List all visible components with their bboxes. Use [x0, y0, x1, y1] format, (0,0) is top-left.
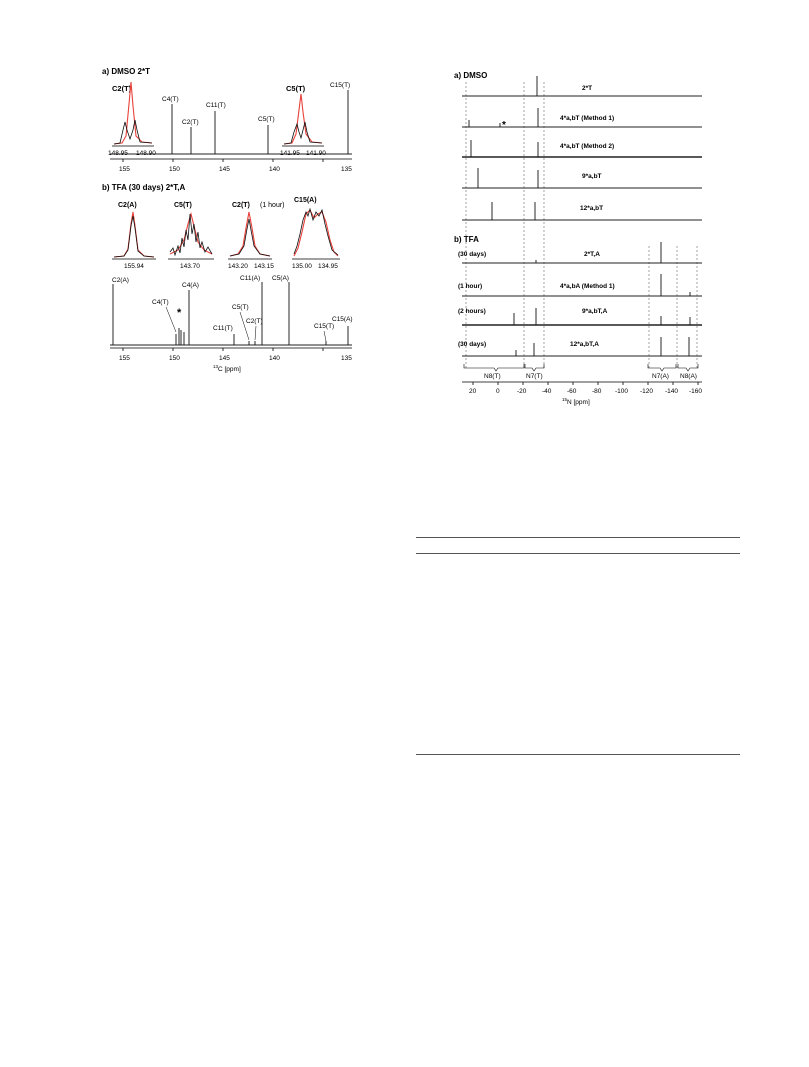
- inset-c5t-b-label: C5(T): [174, 202, 192, 209]
- peak-label-c4t: C4(T): [162, 96, 179, 103]
- peak-label-c15t: C15(T): [330, 82, 351, 89]
- trace-label-9abta: 9*a,bT,A: [582, 308, 608, 315]
- n15-tick-m140: -140: [665, 388, 679, 395]
- n15-tick-m120: -120: [640, 388, 654, 395]
- n15-spectra-figure: [452, 68, 714, 420]
- bracket-n7t: [525, 364, 544, 371]
- star-marker: *: [177, 307, 182, 319]
- tfa-panel-title: b) TFA: [454, 235, 479, 244]
- bracket-n8t: [464, 364, 524, 371]
- inset-c2t-b-black-trace: [230, 219, 270, 256]
- inset-c5t-tick-2: 141.90: [306, 150, 326, 157]
- trace-time-9abta: (2 hours): [458, 308, 486, 315]
- panel-b-tick-155: 155: [119, 355, 130, 362]
- trace-label-12abta: 12*a,bT,A: [570, 341, 599, 348]
- peak-label-c11a: C11(A): [240, 275, 261, 282]
- trace-label-12abt: 12*a,bT: [580, 205, 604, 212]
- table-top-rule: [416, 537, 740, 538]
- bracket-label-n8a: N8(A): [680, 373, 697, 380]
- n15-tick-m20: -20: [517, 388, 527, 395]
- inset-c2t-b-tick-1: 143.20: [228, 263, 248, 270]
- bracket-label-n8t: N8(T): [484, 373, 501, 380]
- inset-c2t-tick-2: 148.90: [136, 150, 156, 157]
- inset-c15a-tick-1: 135.00: [292, 263, 312, 270]
- inset-c5t-b-tick: 143.70: [180, 263, 200, 270]
- trace-time-2ta: (30 days): [458, 251, 487, 258]
- peak-label-c4a: C4(A): [182, 282, 199, 289]
- panel-b-tick-150: 150: [169, 355, 180, 362]
- bracket-n8a: [678, 364, 698, 371]
- peak-label-c5t: C5(T): [258, 116, 275, 123]
- inset-c2a-tick: 155.94: [124, 263, 144, 270]
- n15-tick-m100: -100: [615, 388, 629, 395]
- dmso-panel-title: a) DMSO: [454, 71, 488, 80]
- peak-label-c2a: C2(A): [112, 277, 129, 284]
- panel-b-title: b) TFA (30 days) 2*T,A: [102, 183, 186, 192]
- n15-tick-0: 0: [496, 388, 500, 395]
- panel-b-tick-140: 140: [269, 355, 280, 362]
- c13-xlabel-sup: 13: [213, 364, 219, 369]
- trace-time-12abta: (30 days): [458, 341, 487, 348]
- peak-label-c5t-b: C5(T): [232, 304, 249, 311]
- n15-xlabel-sup: 15: [562, 397, 568, 402]
- inset-c15a-label: C15(A): [294, 197, 317, 204]
- peak-label-c11t-b: C11(T): [213, 325, 233, 332]
- dmso-star-marker: *: [502, 120, 506, 131]
- n15-tick-20: 20: [469, 388, 477, 395]
- peak-label-c15a: C15(A): [332, 316, 353, 323]
- trace-label-2t: 2*T: [582, 85, 593, 92]
- panel-a-tick-150: 150: [169, 166, 180, 173]
- c13-spectra-figure: [100, 64, 362, 376]
- bracket-label-n7t: N7(T): [526, 373, 543, 380]
- panel-a-tick-140: 140: [269, 166, 280, 173]
- bracket-n7a: [648, 364, 676, 371]
- inset-c5t-red-trace: [284, 94, 322, 144]
- n15-tick-m160: -160: [689, 388, 703, 395]
- peak-label-c2t: C2(T): [182, 119, 199, 126]
- n15-tick-m80: -80: [592, 388, 602, 395]
- trace-label-2ta: 2*T,A: [584, 251, 600, 258]
- c13-xlabel: C [ppm]: [218, 366, 241, 373]
- trace-label-4abt-m2: 4*a,bT (Method 2): [560, 143, 615, 150]
- trace-time-4aba: (1 hour): [458, 283, 483, 290]
- panel-b-tick-135: 135: [341, 355, 352, 362]
- table-header-rule: [416, 553, 740, 554]
- inset-c5t-label: C5(T): [286, 84, 306, 93]
- peak-label-c4t-b: C4(T): [152, 299, 169, 306]
- inset-c2t-b-tick-2: 143.15: [254, 263, 274, 270]
- trace-label-9abt: 9*a,bT: [582, 173, 602, 180]
- bracket-label-n7a: N7(A): [652, 373, 669, 380]
- panel-a-tick-145: 145: [219, 166, 230, 173]
- inset-c2a-label: C2(A): [118, 202, 137, 209]
- inset-c15a-tick-2: 134.95: [318, 263, 338, 270]
- n15-xlabel: N [ppm]: [567, 399, 590, 406]
- panel-b-tick-145: 145: [219, 355, 230, 362]
- inset-c5t-b-black-trace: [170, 214, 212, 255]
- inset-c5t-tick-1: 141.95: [280, 150, 300, 157]
- peak-label-c11t: C11(T): [206, 102, 226, 109]
- inset-c2t-b-label: C2(T): [232, 202, 250, 209]
- n15-tick-m40: -40: [542, 388, 552, 395]
- peak-label-c15t-b: C15(T): [314, 323, 335, 330]
- inset-c2t-black-trace: [114, 120, 152, 144]
- inset-c2t-b-note: (1 hour): [260, 202, 285, 209]
- n15-tick-m60: -60: [567, 388, 577, 395]
- inset-c5t-black-trace: [284, 122, 322, 144]
- inset-c2a-black-trace: [114, 216, 154, 257]
- inset-c2t-label: C2(T): [112, 84, 132, 93]
- panel-a-tick-155: 155: [119, 166, 130, 173]
- panel-a-title: a) DMSO 2*T: [102, 67, 151, 76]
- peak-label-c5a: C5(A): [272, 275, 289, 282]
- inset-c2t-b-red-trace: [230, 212, 270, 256]
- panel-a-tick-135: 135: [341, 166, 352, 173]
- table-bottom-rule: [416, 754, 740, 755]
- inset-c2a-red-trace: [114, 212, 154, 257]
- inset-c2t-tick-1: 148.95: [108, 150, 128, 157]
- trace-label-4abt-m1: 4*a,bT (Method 1): [560, 115, 615, 122]
- trace-label-4aba: 4*a,bA (Method 1): [560, 283, 615, 290]
- peak-label-c2t-b: C2(T): [246, 318, 263, 325]
